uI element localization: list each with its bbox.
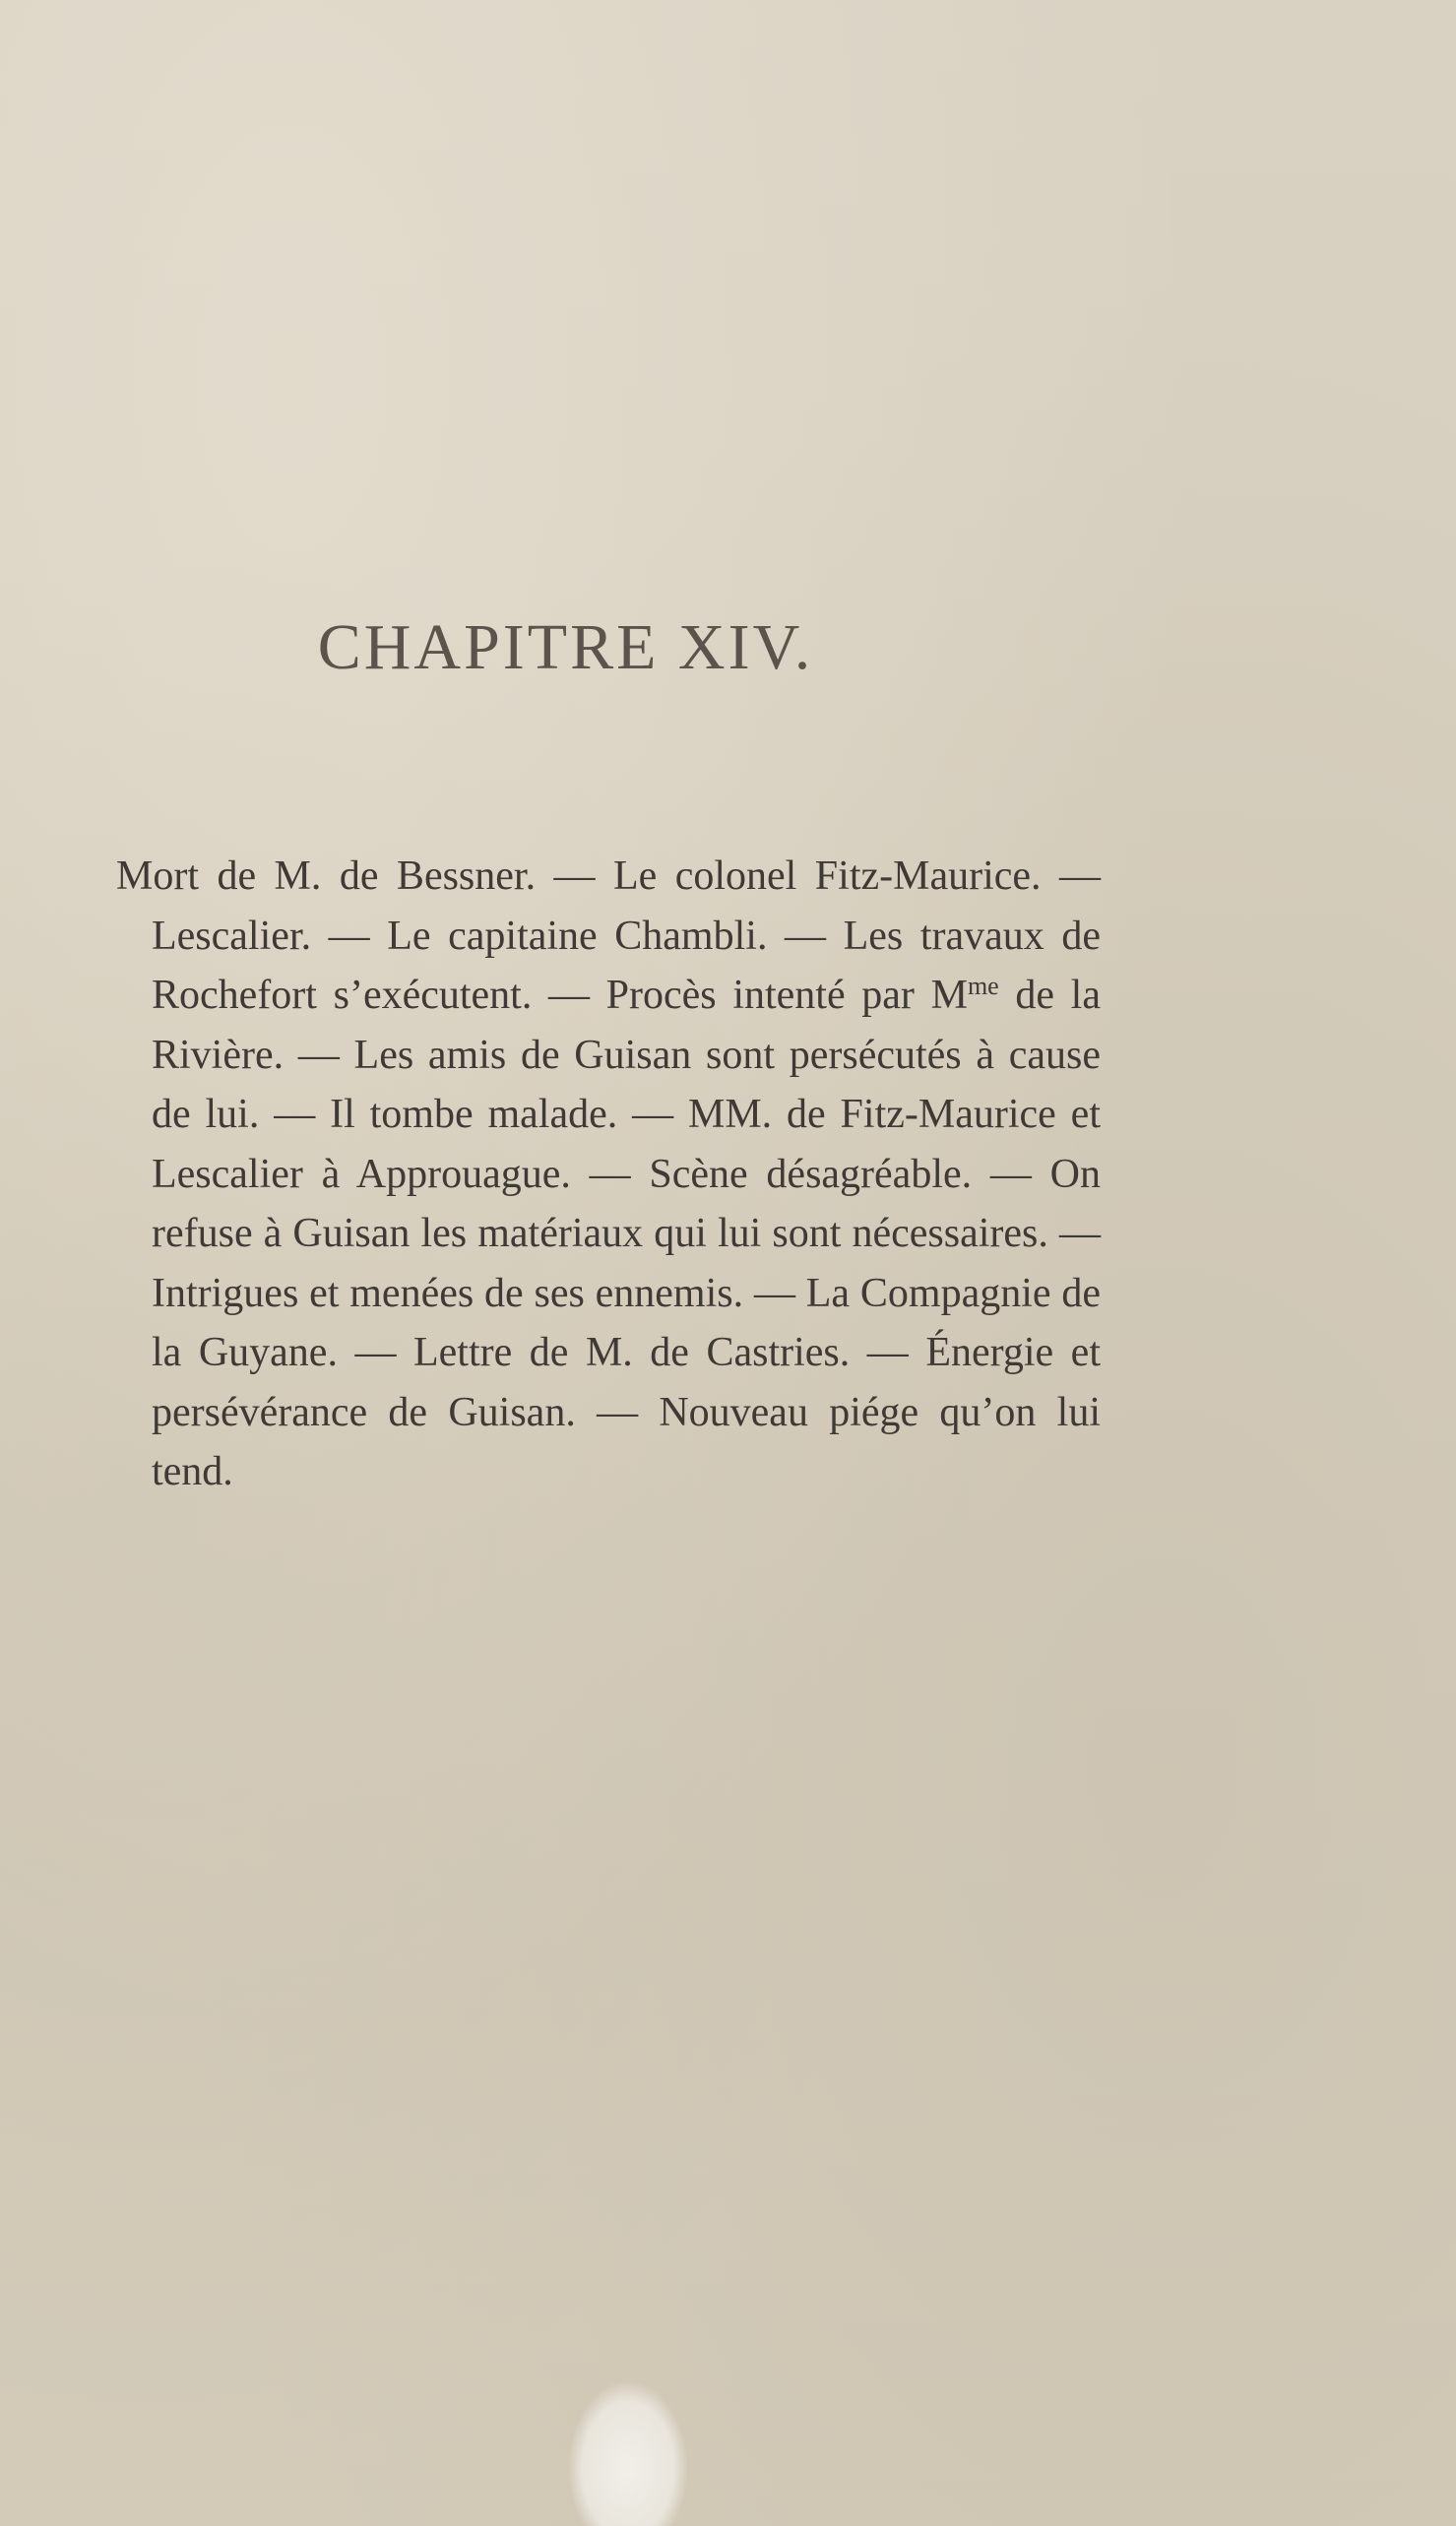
chapter-title: CHAPITRE XIV. <box>317 611 814 683</box>
paper-tear-mark <box>569 2382 687 2526</box>
summary-text-part-2: de la Rivière. — Les amis de Guisan sont persécutés à cause de lui. — Il tombe malade. — MM. de Fitz-Maurice et Lescalier à Approuague. — Scène désagréable. — On refuse à Guisan les matériaux qui lui sont nécessaires. — Intrigues et menées de ses ennemis. — La Compagnie de la Guyane. — Lettre de M. de Castries. — Énergie et persévérance de Guisan. — Nouveau piége qu’on lui tend. <box>152 973 1101 1494</box>
chapter-summary <box>116 847 1101 1502</box>
summary-superscript: me <box>967 972 999 1000</box>
summary-text-part-1: Mort de M. de Bessner. — Le colonel Fitz-Maurice. — Lescalier. — Le capitaine Chambli. — Les travaux de Rochefort s’exécutent. — Procès intenté par M <box>116 853 1101 1018</box>
